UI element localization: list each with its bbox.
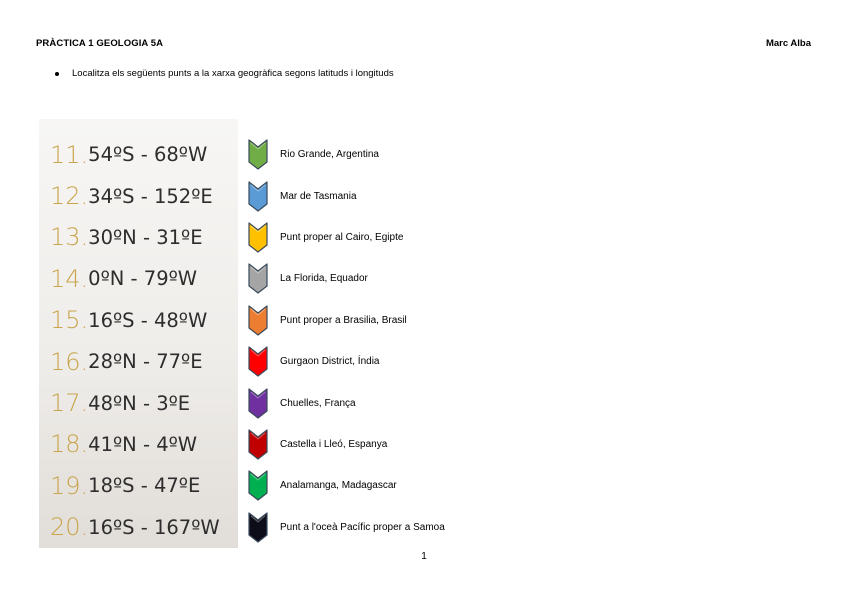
- instruction-text: Localitza els següents punts a la xarxa geogràfica segons latituds i longituds: [72, 68, 394, 79]
- point-number: 18.: [50, 430, 89, 459]
- chevron-marker-icon: [247, 469, 269, 502]
- chevron-marker-icon: [247, 304, 269, 337]
- coordinate-row: [39, 424, 238, 465]
- coordinate-row: [39, 465, 238, 506]
- coordinate-row: [39, 217, 238, 258]
- place-row: [247, 424, 607, 465]
- coordinate-row: [39, 341, 238, 382]
- places-list: [247, 134, 607, 548]
- place-row: [247, 217, 607, 258]
- point-number: 11.: [50, 140, 89, 169]
- chevron-marker-icon: [247, 138, 269, 171]
- chevron-marker-icon: [247, 387, 269, 420]
- place-label: Punt proper a Brasilia, Brasil: [280, 314, 407, 326]
- place-label: Mar de Tasmania: [280, 190, 357, 202]
- place-row: [247, 507, 607, 548]
- point-coordinates: 34ºS - 152ºE: [88, 184, 213, 208]
- chevron-marker-icon: [247, 221, 269, 254]
- chevron-marker-icon: [247, 511, 269, 544]
- place-label: Castella i Lleó, Espanya: [280, 438, 388, 450]
- chevron-marker-icon: [247, 262, 269, 295]
- point-number: 15.: [50, 306, 89, 335]
- point-coordinates: 54ºS - 68ºW: [88, 143, 208, 167]
- chevron-marker-icon: [247, 180, 269, 213]
- place-row: [247, 258, 607, 299]
- coordinate-row: [39, 382, 238, 423]
- point-number: 19.: [50, 471, 89, 500]
- place-label: Punt a l'oceà Pacífic proper a Samoa: [280, 521, 445, 533]
- coordinate-row: [39, 134, 238, 175]
- point-number: 12.: [50, 182, 89, 211]
- place-row: [247, 341, 607, 382]
- point-coordinates: 28ºN - 77ºE: [88, 350, 203, 374]
- place-row: [247, 134, 607, 175]
- point-coordinates: 0ºN - 79ºW: [88, 267, 198, 291]
- coordinate-row: [39, 175, 238, 216]
- point-number: 17.: [50, 389, 89, 418]
- place-row: [247, 300, 607, 341]
- point-coordinates: 16ºS - 167ºW: [88, 515, 220, 539]
- page-number: 1: [421, 551, 427, 562]
- place-label: Gurgaon District, Índia: [280, 356, 380, 368]
- document-title: PRÀCTICA 1 GEOLOGIA 5A: [36, 38, 164, 49]
- coordinates-image: [39, 119, 238, 548]
- place-label: Punt proper al Cairo, Egipte: [280, 231, 404, 243]
- place-label: Chuelles, França: [280, 397, 356, 409]
- coordinate-row: [39, 258, 238, 299]
- point-number: 14.: [50, 264, 89, 293]
- place-label: La Florida, Equador: [280, 273, 368, 285]
- author-name: Marc Alba: [765, 38, 811, 49]
- coordinate-row: [39, 507, 238, 548]
- point-coordinates: 16ºS - 48ºW: [88, 308, 208, 332]
- place-row: [247, 465, 607, 506]
- point-number: 20.: [50, 513, 89, 542]
- point-number: 16.: [50, 347, 89, 376]
- coordinate-row: [39, 300, 238, 341]
- bullet-icon: [55, 72, 59, 76]
- point-number: 13.: [50, 223, 89, 252]
- instruction-item: [55, 68, 394, 79]
- place-row: [247, 382, 607, 423]
- point-coordinates: 41ºN - 4ºW: [88, 432, 198, 456]
- place-label: Rio Grande, Argentina: [280, 149, 379, 161]
- point-coordinates: 18ºS - 47ºE: [88, 474, 201, 498]
- chevron-marker-icon: [247, 428, 269, 461]
- point-coordinates: 30ºN - 31ºE: [88, 225, 203, 249]
- point-coordinates: 48ºN - 3ºE: [88, 391, 191, 415]
- chevron-marker-icon: [247, 345, 269, 378]
- place-label: Analamanga, Madagascar: [280, 480, 397, 492]
- place-row: [247, 175, 607, 216]
